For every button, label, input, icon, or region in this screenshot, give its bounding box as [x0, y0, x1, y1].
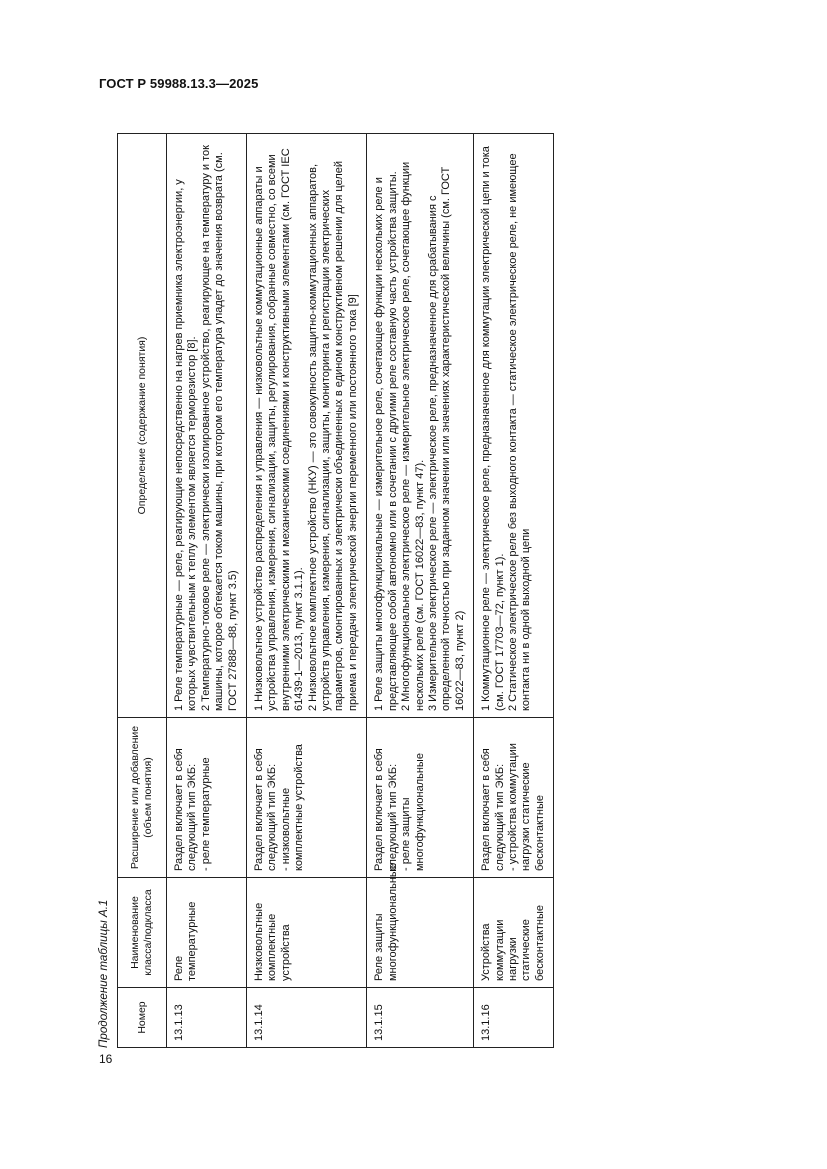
row-class-name: Низковольтные комплектные устройства — [247, 878, 367, 988]
row-definition: 1 Реле защиты многофункциональные — измерительное реле, сочетающее функции нескольких реле и представляющее собой автономно или в сочетании с другими реле составную часть устройства защиты. 2 Многофункциональное электрическое реле — измерительное электрическое реле, сочетающее функции нескольких реле (см. ГОСТ 16022—83, пункт 47). 3 Измерительное электрическое реле — электрическое реле, предназначенное для срабатывания с определенной точностью при заданном значении или значениях характеристической величины (см. ГОСТ 16022—83, пункт 2) — [367, 134, 474, 718]
page-number: 16 — [99, 1052, 113, 1066]
row-extension: Раздел включает в себя следующий тип ЭКБ: - низковольтные комплектные устройства — [247, 718, 367, 878]
row-number: 13.1.13 — [167, 988, 247, 1048]
row-class-name: Реле температурные — [167, 878, 247, 988]
rotated-table-area — [96, 134, 668, 1048]
table-row — [247, 134, 367, 1048]
row-number: 13.1.15 — [367, 988, 474, 1048]
table-header-row — [118, 134, 167, 1048]
table-caption: Продолжение таблицы А.1 — [97, 899, 110, 1048]
row-definition: 1 Коммутационное реле — электрическое реле, предназначенное для коммутации электрической цепи и тока (см. ГОСТ 17703—72, пункт 1). 2 Статическое электрическое реле без выходного контакта — статическое электрическое реле, не имеющее контакта ни в одной выходной цепи — [474, 134, 554, 718]
column-header-extension: Расширение или добавление (объем понятия) — [118, 718, 167, 878]
column-header-class-name: Наименование класса/подкласса — [118, 878, 167, 988]
row-extension: Раздел включает в себя следующий тип ЭКБ: - устройства коммутации нагрузки статические бесконтактные — [474, 718, 554, 878]
table-row — [474, 134, 554, 1048]
definitions-table — [117, 133, 554, 1048]
row-extension: Раздел включает в себя следующий тип ЭКБ: - реле защиты многофункциональные — [367, 718, 474, 878]
row-number: 13.1.16 — [474, 988, 554, 1048]
row-definition: 1 Реле температурные — реле, реагирующие непосредственно на нагрев приемника электроэнергии, у которых чувствительным к теплу элементом является терморезистор [8]. 2 Температурно-токовое реле — электрически изолированное устройство, реагирующее на температуру и ток машины, которое обтекается током машины, при котором его температура упадет до значения возврата (см. ГОСТ 27888—88, пункт 3.5) — [167, 134, 247, 718]
row-definition: 1 Низковольтное устройство распределения и управления — низковольтные коммутационные аппараты и устройства управления, измерения, сигнализации, защиты, регулирования, собранные совместно, со всеми внутренними электрическими и механическими соединениями и конструктивными элементами (см. ГОСТ IEC 61439-1—2013, пункт 3.1.1). 2 Низковольтное комплектное устройство (НКУ) — это совокупность защитно-коммутационных аппаратов, устройств управления, измерения, сигнализации, защиты, мониторинга и регистрации электрических параметров, смонтированных и электрически объединенных в едином конструктивном решении для целей приема и передачи электрической энергии переменного или постоянного тока [9] — [247, 134, 367, 718]
column-header-definition: Определение (содержание понятия) — [118, 134, 167, 718]
row-extension: Раздел включает в себя следующий тип ЭКБ: - реле температурные — [167, 718, 247, 878]
table-row — [367, 134, 474, 1048]
document-header: ГОСТ Р 59988.13.3—2025 — [99, 76, 259, 91]
table-row — [167, 134, 247, 1048]
column-header-number: Номер — [118, 988, 167, 1048]
row-class-name: Устройства коммутации нагрузки статические бесконтактные — [474, 878, 554, 988]
row-number: 13.1.14 — [247, 988, 367, 1048]
row-class-name: Реле защиты многофункциональные — [367, 878, 474, 988]
